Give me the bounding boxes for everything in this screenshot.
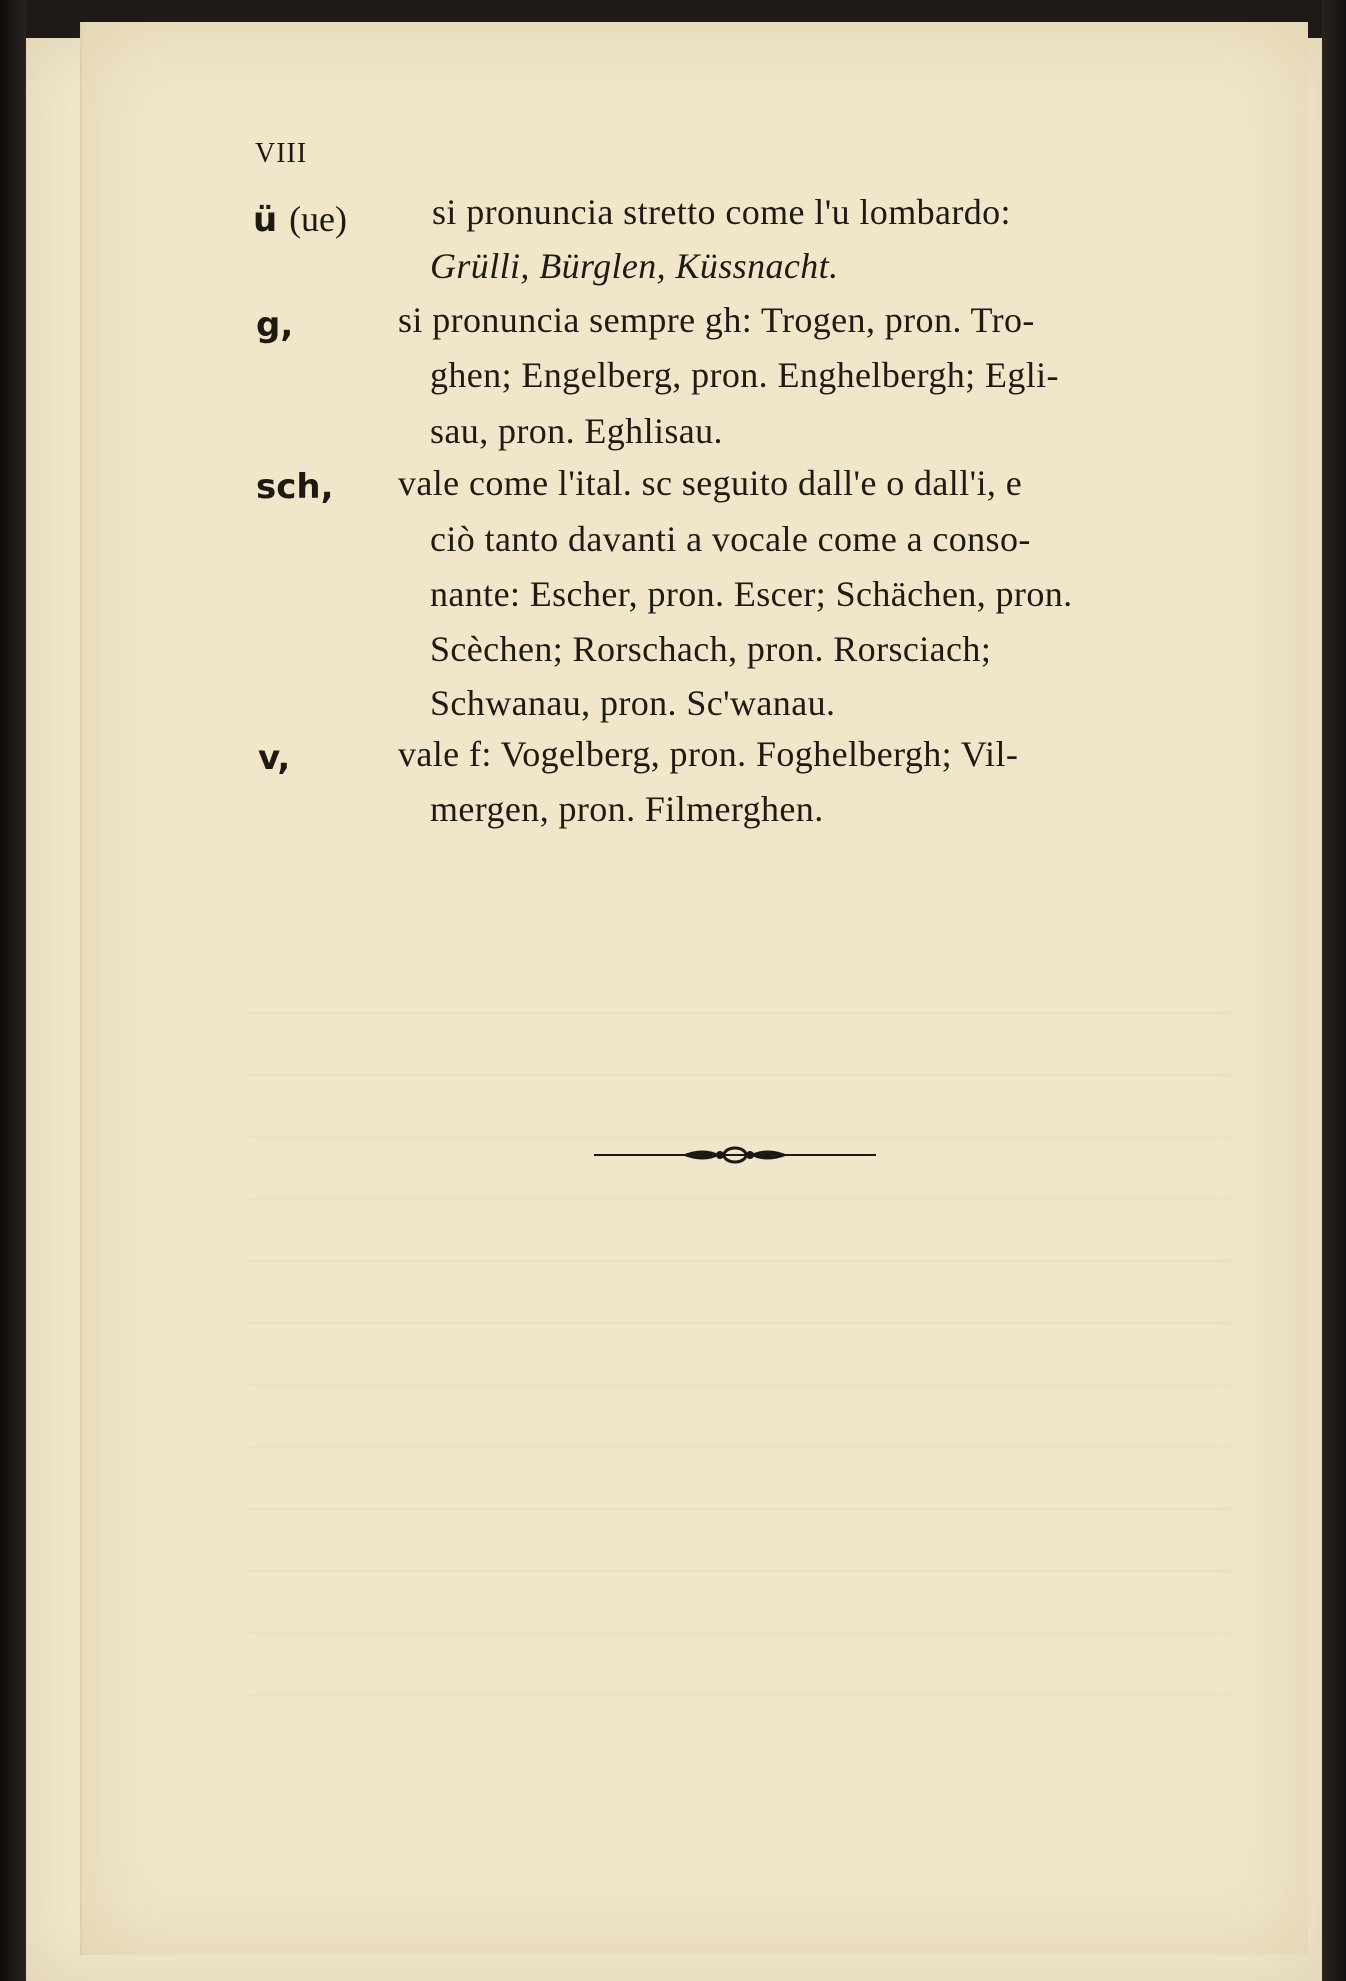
entry-line: mergen, pron. Filmerghen. [430, 789, 824, 829]
entry-line: si pronuncia sempre gh: Trogen, pron. Tro- [398, 300, 1035, 340]
entry-line: vale f: Vogelberg, pron. Foghelbergh; Vil- [398, 734, 1019, 774]
entry-line: ghen; Engelberg, pron. Enghelbergh; Egli- [430, 355, 1059, 395]
book-edge-right [1322, 0, 1346, 1981]
entry-line: nante: Escher, pron. Escer; Schächen, pron. [430, 574, 1073, 614]
entry-line: si pronuncia stretto come l'u lombardo: [432, 192, 1011, 232]
entry-key-extra: (ue) [289, 199, 348, 239]
entry-line: ciò tanto davanti a vocale come a conso- [430, 519, 1031, 559]
entry-key-v: v, [258, 738, 291, 778]
book-spine-left [0, 0, 26, 1981]
entry-key: ü [253, 200, 278, 240]
entry-key-sch: sch, [256, 467, 334, 507]
page-number: VIII [255, 138, 308, 169]
entry-line: Schwanau, pron. Sc'wanau. [430, 683, 836, 723]
entry-key-u-umlaut [253, 198, 347, 240]
decorative-rule-ornament-icon [594, 1142, 876, 1168]
bleed-through-text [250, 980, 1230, 1740]
entry-line: Grülli, Bürglen, Küssnacht. [430, 246, 839, 286]
entry-line: vale come l'ital. sc seguito dall'e o dall'i, e [398, 463, 1023, 503]
entry-line: sau, pron. Eghlisau. [430, 411, 723, 451]
entry-key-g: g, [256, 305, 294, 345]
entry-line: Scèchen; Rorschach, pron. Rorsciach; [430, 629, 992, 669]
